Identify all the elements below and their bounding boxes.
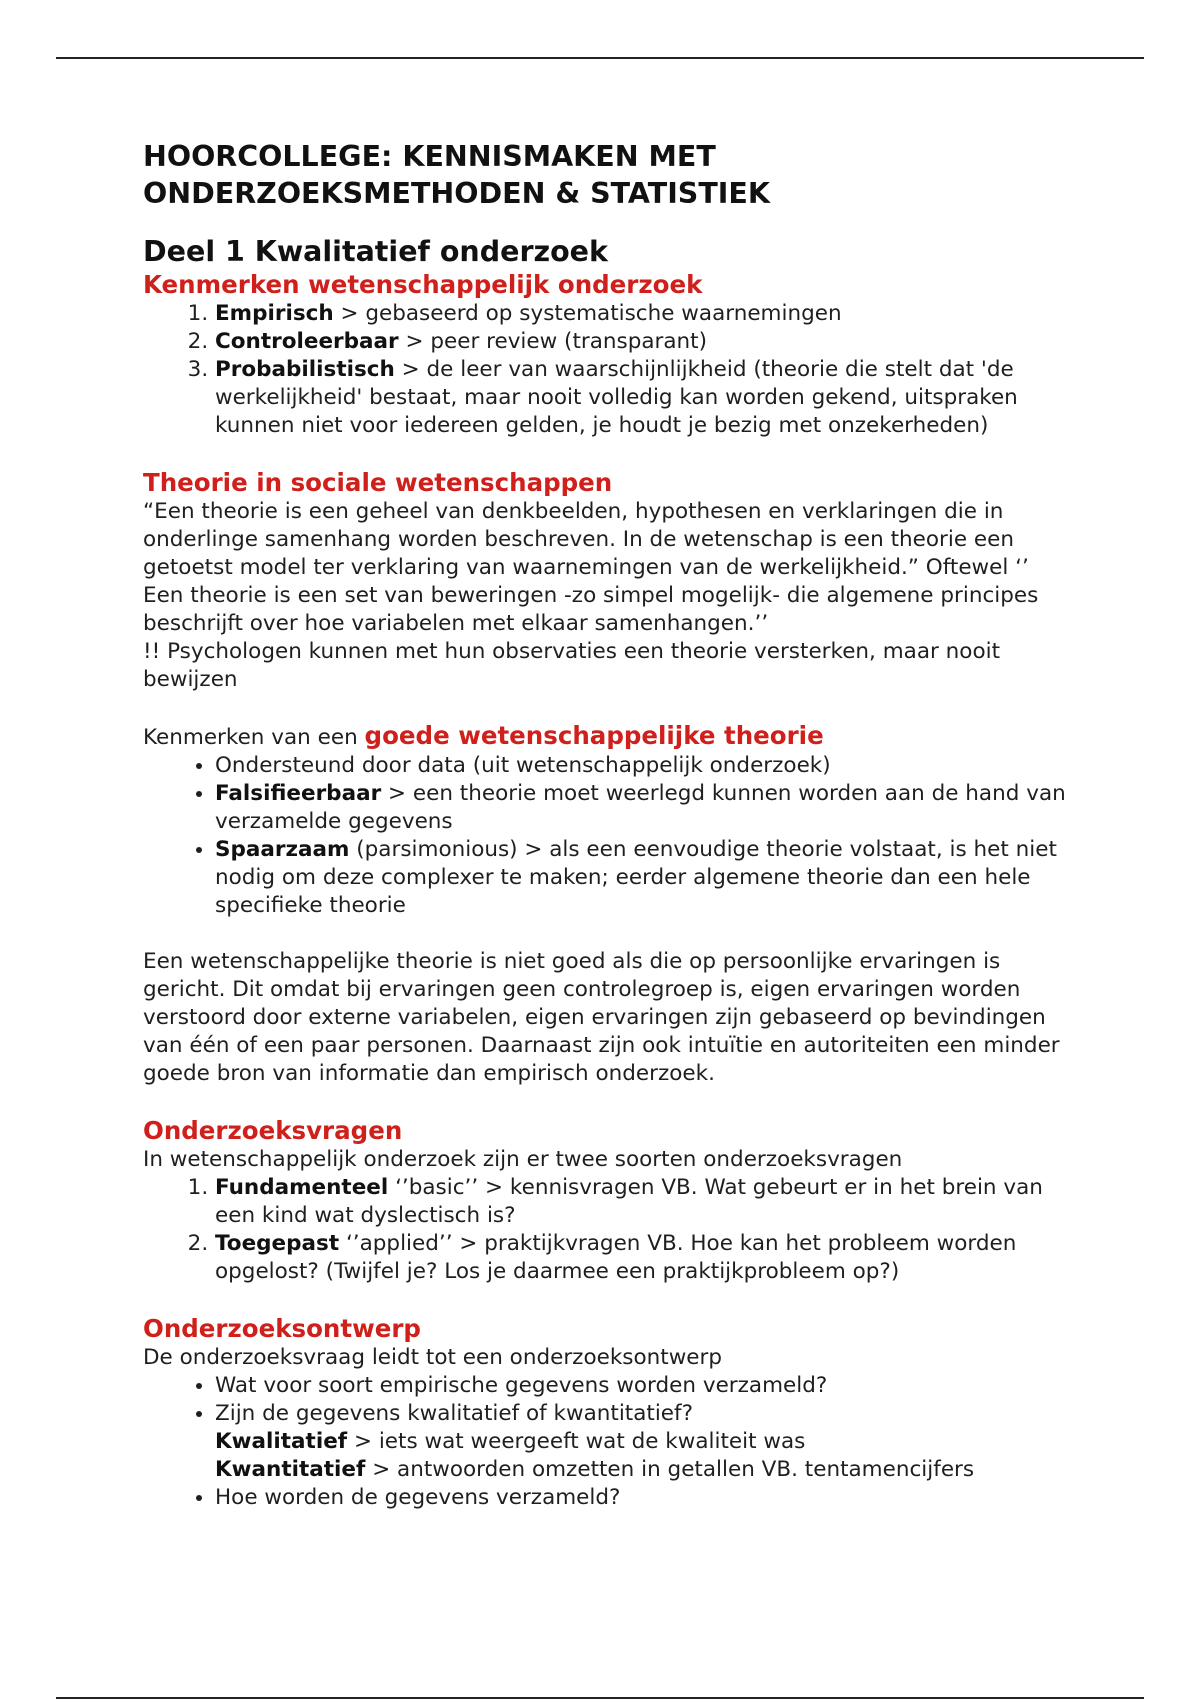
sub-item-kwalitatief: Kwalitatief > iets wat weergeeft wat de kwaliteit was — [215, 1429, 806, 1454]
section-heading-onderzoeksontwerp: Onderzoeksontwerp — [143, 1314, 421, 1343]
onderzoeksontwerp-list — [143, 1372, 1073, 1512]
list-item: 3. Probabilistisch > de leer van waarschijnlijkheid (theorie die stelt dat 'de werkelijkheid' bestaat, maar nooit volledig kan worden gekend, uitspraken kunnen niet voor iedereen gelden, je houdt je bezig met onzekerheden) — [215, 356, 1073, 440]
theorie-quote: “Een theorie is een geheel van denkbeelden, hypothesen en verklaringen die in onderlinge samenhang worden beschreven. In de wetenschap is een theorie een getoetst model ter verklaring van waarnemingen van de werkelijkheid.” Oftewel ‘’ Een theorie is een set van beweringen -zo simpel mogelijk- die algemene principes beschrijft over hoe variabelen met elkaar samenhangen.’’ — [143, 499, 1039, 636]
onderzoeksontwerp-intro: De onderzoeksvraag leidt tot een onderzoeksontwerp — [143, 1345, 722, 1370]
section-heading-kenmerken: Kenmerken wetenschappelijk onderzoek — [143, 270, 703, 299]
list-item: 2. Controleerbaar > peer review (transparant) — [215, 328, 1073, 356]
sub-item-kwantitatief: Kwantitatief > antwoorden omzetten in getallen VB. tentamencijfers — [215, 1457, 975, 1482]
list-item: • Falsifieerbaar > een theorie moet weerlegd kunnen worden aan de hand van verzamelde gegevens — [215, 780, 1073, 836]
list-item: • Hoe worden de gegevens verzameld? — [215, 1484, 1073, 1512]
theorie-note: !! Psychologen kunnen met hun observaties een theorie versterken, maar nooit bewijzen — [143, 639, 1001, 692]
list-item: 1. Fundamenteel ‘’basic’’ > kennisvragen VB. Wat gebeurt er in het brein van een kind wat dyslectisch is? — [215, 1174, 1073, 1230]
bottom-rule — [56, 1697, 1144, 1699]
top-rule — [56, 57, 1144, 59]
goede-theorie-list — [143, 752, 1073, 920]
ervaringen-paragraph: Een wetenschappelijke theorie is niet goed als die op persoonlijke ervaringen is gericht. Dit omdat bij ervaringen geen controlegroep is, eigen ervaringen worden verstoord door externe variabelen, eigen ervaringen zijn gebaseerd op bevindingen van één of een paar personen. Daarnaast zijn ook intuïtie en autoriteiten een minder goede bron van informatie dan empirisch onderzoek. — [143, 949, 1060, 1086]
list-item: • Ondersteund door data (uit wetenschappelijk onderzoek) — [215, 752, 1073, 780]
list-item: 2. Toegepast ‘’applied’’ > praktijkvragen VB. Hoe kan het probleem worden opgelost? (Twijfel je? Los je daarmee een praktijkprobleem op?) — [215, 1230, 1073, 1286]
kenmerken-list — [143, 300, 1073, 440]
list-item: 1. Empirisch > gebaseerd op systematische waarnemingen — [215, 300, 1073, 328]
section-heading-onderzoeksvragen: Onderzoeksvragen — [143, 1116, 403, 1145]
part-title: Deel 1 Kwalitatief onderzoek — [143, 235, 608, 268]
section-heading-theorie: Theorie in sociale wetenschappen — [143, 468, 613, 497]
onderzoeksvragen-list — [143, 1174, 1073, 1286]
goede-theorie-intro: Kenmerken van een goede wetenschappelijke theorie — [143, 721, 824, 750]
onderzoeksvragen-intro: In wetenschappelijk onderzoek zijn er twee soorten onderzoeksvragen — [143, 1147, 903, 1172]
document-body — [143, 138, 1073, 1512]
list-item: • Wat voor soort empirische gegevens worden verzameld? — [215, 1372, 1073, 1400]
list-item: • Spaarzaam (parsimonious) > als een eenvoudige theorie volstaat, is het niet nodig om deze complexer te maken; eerder algemene theorie dan een hele specifieke theorie — [215, 836, 1073, 920]
document-title: HOORCOLLEGE: KENNISMAKEN MET ONDERZOEKSMETHODEN & STATISTIEK — [143, 140, 770, 210]
list-item: • Zijn de gegevens kwalitatief of kwantitatief? Kwalitatief > iets wat weergeeft wat de kwaliteit was Kwantitatief > antwoorden omzetten in getallen VB. tentamencijfers — [215, 1400, 1073, 1484]
